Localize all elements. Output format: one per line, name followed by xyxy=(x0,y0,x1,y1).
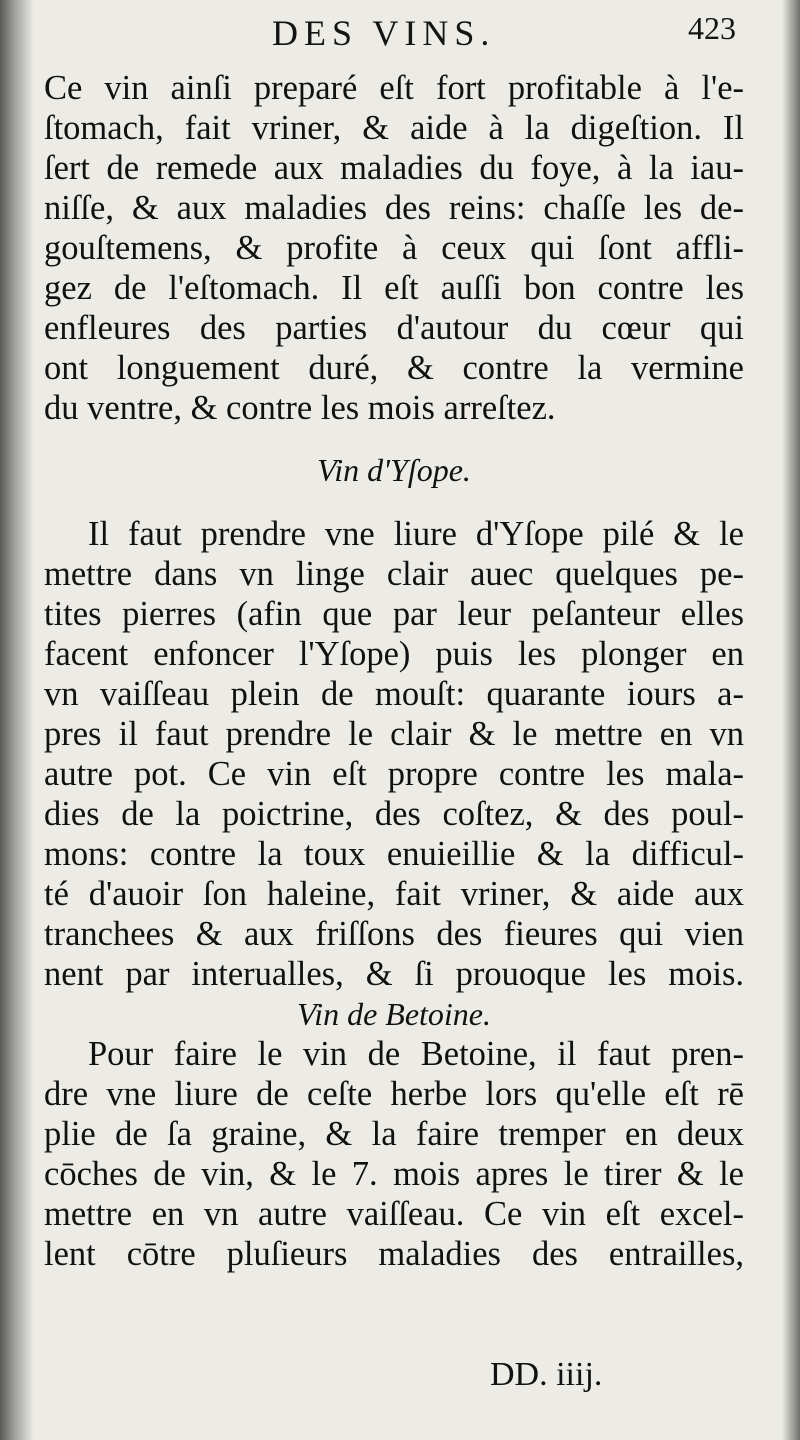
text-line: Il faut prendre vne liure d'Yſope pilé & le xyxy=(88,515,744,553)
text-line: mettre dans vn linge clair auec quelques pe- xyxy=(44,555,744,593)
text-line: gez de l'eſtomach. Il eſt auſſi bon contre les xyxy=(44,269,744,307)
text-line: tites pierres (afin que par leur peſanteur elles xyxy=(44,595,744,633)
text-line: plie de ſa graine, & la faire tremper en deux xyxy=(44,1115,744,1153)
text-line: pres il faut prendre le clair & le mettre en vn xyxy=(44,715,744,753)
text-line: cōches de vin, & le 7. mois apres le tirer & le xyxy=(44,1155,744,1193)
text-line: enfleures des parties d'autour du cœur qui xyxy=(44,309,744,347)
text-block xyxy=(44,68,744,1274)
text-line: tranchees & aux friſſons des fieures qui vien xyxy=(44,915,744,953)
text-line: niſſe, & aux maladies des reins: chaſſe les de- xyxy=(44,189,744,227)
text-line: ſert de remede aux maladies du foye, à la iau- xyxy=(44,149,744,187)
section-heading-ysope: Vin d'Yſope. xyxy=(317,452,471,488)
text-line: té d'auoir ſon haleine, fait vriner, & aide aux xyxy=(44,875,744,913)
text-line: mons: contre la toux enuieillie & la difficul- xyxy=(44,835,744,873)
text-line: gouſtemens, & profite à ceux qui ſont affli- xyxy=(44,229,744,267)
text-line: dies de la poictrine, des coſtez, & des poul- xyxy=(44,795,744,833)
text-line: autre pot. Ce vin eſt propre contre les mala- xyxy=(44,755,744,793)
text-line: Ce vin ainſi preparé eſt fort profitable à l'e- xyxy=(44,69,744,107)
text-line: lent cōtre pluſieurs maladies des entrailles, xyxy=(44,1235,744,1273)
text-line: facent enfoncer l'Yſope) puis les plonger en xyxy=(44,635,744,673)
gutter-shadow xyxy=(0,0,34,1440)
text-line: Pour faire le vin de Betoine, il faut pren- xyxy=(88,1035,744,1073)
text-line: du ventre, & contre les mois arreſtez. xyxy=(44,389,556,427)
text-line: ont longuement duré, & contre la vermine xyxy=(44,349,744,387)
running-title: DES VINS. xyxy=(272,13,496,53)
page-number: 423 xyxy=(688,10,736,46)
running-head xyxy=(0,6,800,56)
text-line: dre vne liure de ceſte herbe lors qu'elle eſt rē xyxy=(44,1075,744,1113)
text-line: nent par interualles, & ſi prouoque les mois. xyxy=(44,955,744,993)
text-line: vn vaiſſeau plein de mouſt: quarante iours a- xyxy=(44,675,744,713)
signature-mark: DD. iiij. xyxy=(490,1356,603,1393)
edge-shadow xyxy=(782,0,800,1440)
text-line: ſtomach, fait vriner, & aide à la digeſtion. Il xyxy=(44,109,744,147)
text-line: mettre en vn autre vaiſſeau. Ce vin eſt excel- xyxy=(44,1195,744,1233)
section-heading-betoine: Vin de Betoine. xyxy=(297,996,491,1032)
